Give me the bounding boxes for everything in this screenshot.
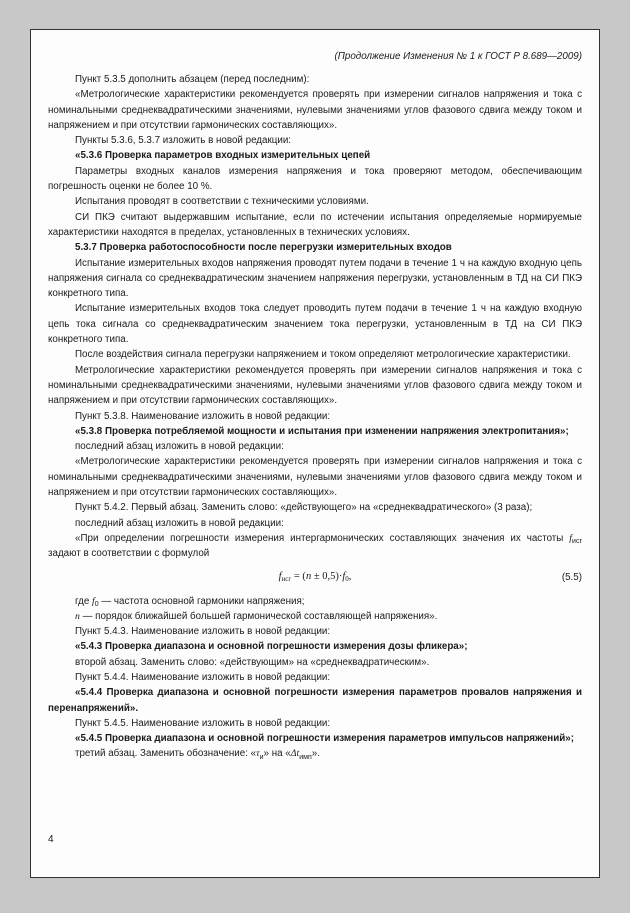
section-heading: «5.4.5 Проверка диапазона и основной погрешности измерения параметров импульсов напряжений»;	[75, 733, 574, 745]
paragraph: последний абзац изложить в новой редакции:	[75, 441, 284, 453]
var-f0: f	[342, 570, 346, 582]
document-page	[30, 29, 600, 878]
text-run: ».	[311, 748, 320, 760]
paragraph: Пункт 5.4.4. Наименование изложить в новой редакции:	[75, 671, 331, 683]
paragraph: Пункт 5.4.3. Наименование изложить в новой редакции:	[75, 626, 331, 638]
paragraph	[48, 609, 582, 624]
operator: ± 0,5)·	[311, 570, 343, 582]
paragraph: СИ ПКЭ считают выдержавшим испытание, если по истечении испытания определяемые нормируемые характеристики находятся в пределах, установленных в технических условиях.	[48, 211, 582, 238]
paragraph	[48, 746, 582, 761]
paragraph: «Метрологические характеристики рекомендуется проверять при измерении сигналов напряжения и тока с номинальными среднеквадратическими значениями, нулевыми значениями углов фазового сдвига между током и напряжением и при отсутствии гармонических составляющих».	[48, 89, 582, 131]
paragraph: Пункты 5.3.6, 5.3.7 изложить в новой редакции:	[75, 135, 292, 147]
paragraph: Пункт 5.4.2. Первый абзац. Заменить слово: «действующего» на «среднеквадратического» (3 раза);	[75, 502, 533, 514]
section-heading: 5.3.7 Проверка работоспособности после перегрузки измерительных входов	[75, 242, 452, 254]
paragraph: После воздействия сигнала перегрузки напряжением и током определяют метрологические характеристики.	[75, 349, 571, 361]
var-delta-t: Δt	[290, 748, 300, 760]
text-run: третий абзац. Заменить обозначение: «	[75, 748, 257, 760]
paragraph: Параметры входных каналов измерения напряжения и тока проверяют методом, обеспечивающим погрешность оценки не более 10 %.	[48, 165, 582, 193]
paragraph: Пункт 5.4.5. Наименование изложить в новой редакции:	[75, 717, 331, 729]
text-run: — частота основной гармоники напряжения;	[98, 595, 305, 607]
subscript: 0	[345, 575, 349, 583]
operator: = (	[291, 570, 306, 582]
section-heading: «5.4.3 Проверка диапазона и основной погрешности измерения дозы фликера»;	[75, 641, 468, 653]
text-run: задают в соответствии с формулой	[48, 548, 210, 560]
subscript: 0	[94, 601, 99, 608]
subscript: исг	[572, 538, 582, 546]
paragraph: Испытание измерительных входов напряжения проводят путем подачи в течение 1 ч на каждую входную цепь напряжения сигнала со среднеквадратическим значением напряжения перегрузки, установленным в ТД на СИ ПКЭ конкретного типа.	[48, 257, 582, 300]
var-n: n	[305, 570, 312, 582]
section-heading: «5.3.6 Проверка параметров входных измерительных цепей	[75, 150, 371, 162]
subscript: и	[259, 753, 264, 761]
paragraph: Пункт 5.3.8. Наименование изложить в новой редакции:	[75, 410, 331, 422]
subscript: исг	[281, 575, 292, 583]
section-heading: «5.4.4 Проверка диапазона и основной погрешности измерения параметров провалов напряжения и перенапряжений».	[48, 687, 582, 714]
page-number: 4	[48, 834, 54, 845]
var-f0: f	[92, 595, 95, 607]
formula-expression	[279, 571, 352, 582]
var-n: n	[75, 610, 80, 622]
paragraph: Испытания проводят в соответствии с техническими условиями.	[75, 196, 369, 208]
section-heading: «5.3.8 Проверка потребляемой мощности и испытания при изменении напряжения электропитания»;	[75, 425, 569, 437]
text-run: где	[75, 595, 93, 607]
paragraph: Метрологические характеристики рекомендуется проверять при измерении сигналов напряжения и тока с номинальными среднеквадратическими значениями, нулевыми значениями углов фазового сдвига между током и напряжением и при отсутствии гармонических составляющих».	[48, 364, 582, 407]
formula-number: (5.5)	[561, 571, 582, 583]
paragraph: последний абзац изложить в новой редакции:	[75, 517, 284, 529]
running-header: (Продолжение Изменения № 1 к ГОСТ Р 8.689—2009)	[334, 51, 582, 62]
text-run: » на «	[263, 748, 291, 760]
var-f: f	[278, 570, 282, 582]
paragraph	[48, 594, 582, 609]
paragraph: Испытание измерительных входов тока следует проводить путем подачи в течение 1 ч на каждую входную цепь тока сигнала со среднеквадратическим значением тока перегрузки, установленным в ТД на СИ ПКЭ конкретного типа.	[48, 303, 582, 346]
paragraph	[48, 531, 582, 562]
text-run: — порядок ближайшей большей гармонической составляющей напряжения».	[79, 610, 438, 622]
paragraph: второй абзац. Заменить слово: «действующим» на «среднеквадратическим».	[75, 656, 430, 668]
paragraph: «Метрологические характеристики рекомендуется проверять при измерении сигналов напряжения и тока с номинальными среднеквадратическими значениями, нулевыми значениями углов фазового сдвига между током и напряжением и при отсутствии гармонических составляющих».	[48, 456, 582, 499]
punctuation: ,	[348, 570, 352, 582]
var-tau: τ	[256, 748, 260, 760]
subscript: имп	[299, 753, 312, 761]
var-f: f	[569, 532, 573, 544]
text-run: «При определении погрешности измерения интергармонических составляющих значения их частоты	[75, 532, 570, 544]
paragraph: Пункт 5.3.5 дополнить абзацем (перед последним):	[75, 74, 310, 85]
formula-row	[48, 569, 582, 585]
